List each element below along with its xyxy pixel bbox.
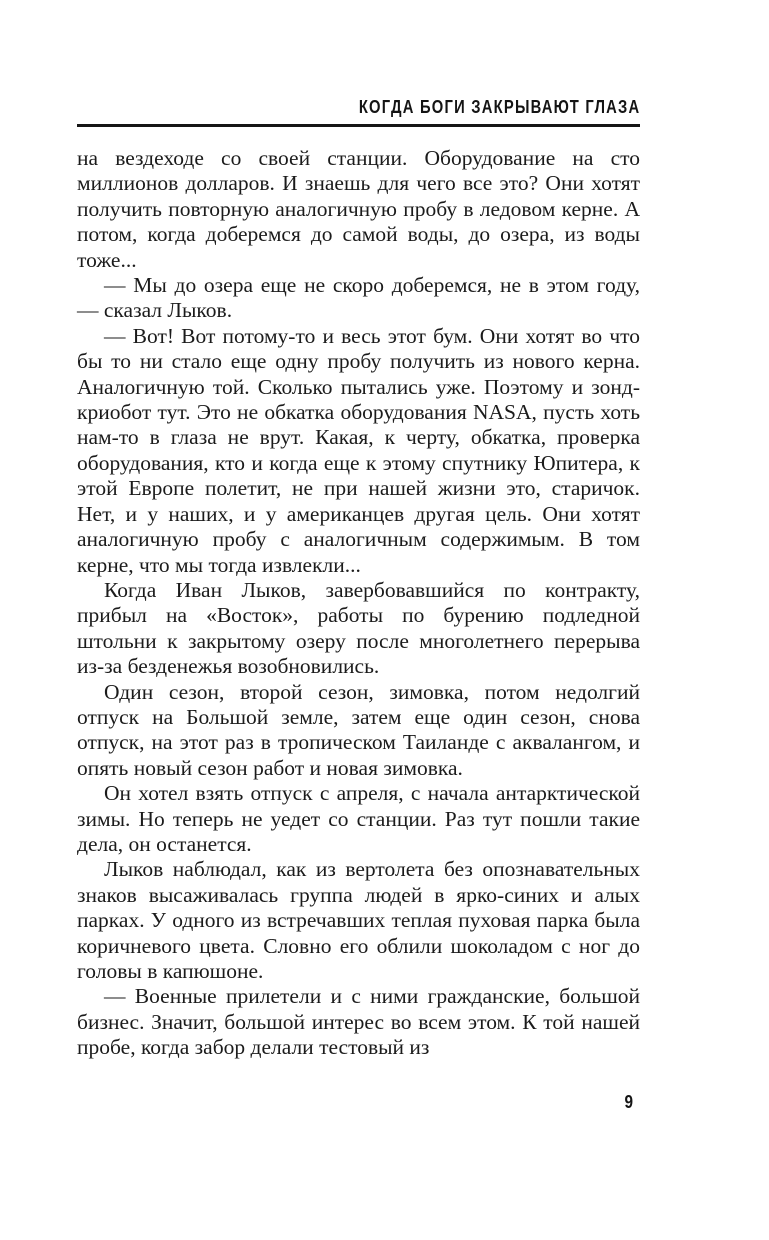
paragraph-continuation: на вездеходе со своей станции. Оборудование на сто миллионов долларов. И знаешь для чего все это? Они хотят получить повторную аналогичную пробу в ледовом керне. А потом, когда доберемся до самой воды, до озера, из воды тоже... — [77, 146, 640, 272]
paragraph-narrative: Один сезон, второй сезон, зимовка, потом недолгий отпуск на Большой земле, затем еще один сезон, снова отпуск, на этот раз в тропическом Таиланде с аквалангом, и опять новый сезон работ и новая зимовка. — [77, 679, 640, 780]
paragraph-narrative: Лыков наблюдал, как из вертолета без опознавательных знаков высаживалась группа людей в ярко-синих и алых парках. У одного из встречавших теплая пуховая парка была коричневого цвета. Словно его облили шоколадом с ног до головы в капюшоне. — [77, 857, 640, 983]
page-number — [77, 1092, 633, 1113]
page-number-value: 9 — [624, 1092, 633, 1112]
header-rule — [77, 124, 640, 127]
paragraph-narrative: Когда Иван Лыков, завербовавшийся по контракту, прибыл на «Восток», работы по бурению подледной штольни к закрытому озеру после многолетнего перерыва из-за безденежья возобновились. — [77, 577, 640, 679]
paragraph-dialogue: — Вот! Вот потому-то и весь этот бум. Они хотят во что бы то ни стало еще одну пробу получить из нового керна. Аналогичную той. Сколько пытались уже. Поэтому и зонд-криобот тут. Это не обкатка оборудования NASA, пусть хоть нам-то в глаза не врут. Какая, к черту, обкатка, проверка оборудования, кто и когда еще к этому спутнику Юпитера, к этой Европе полетит, не при нашей жизни это, старичок. Нет, и у наших, и у американцев другая цель. Они хотят аналогичную пробу с аналогичным содержимым. В том керне, что мы тогда извлекли... — [77, 323, 640, 577]
paragraph-narrative: Он хотел взять отпуск с апреля, с начала антарктической зимы. Но теперь не уедет со станции. Раз тут пошли такие дела, он останется. — [77, 781, 640, 856]
running-header — [77, 97, 640, 118]
paragraph-dialogue: — Военные прилетели и с ними гражданские, большой бизнес. Значит, большой интерес во всем этом. К той нашей пробе, когда забор делали тестовый из — [77, 984, 640, 1060]
running-header-title: КОГДА БОГИ ЗАКРЫВАЮТ ГЛАЗА — [358, 97, 640, 117]
paragraph-dialogue: — Мы до озера еще не скоро доберемся, не в этом году, — сказал Лыков. — [77, 273, 640, 323]
text-block — [77, 146, 640, 1061]
